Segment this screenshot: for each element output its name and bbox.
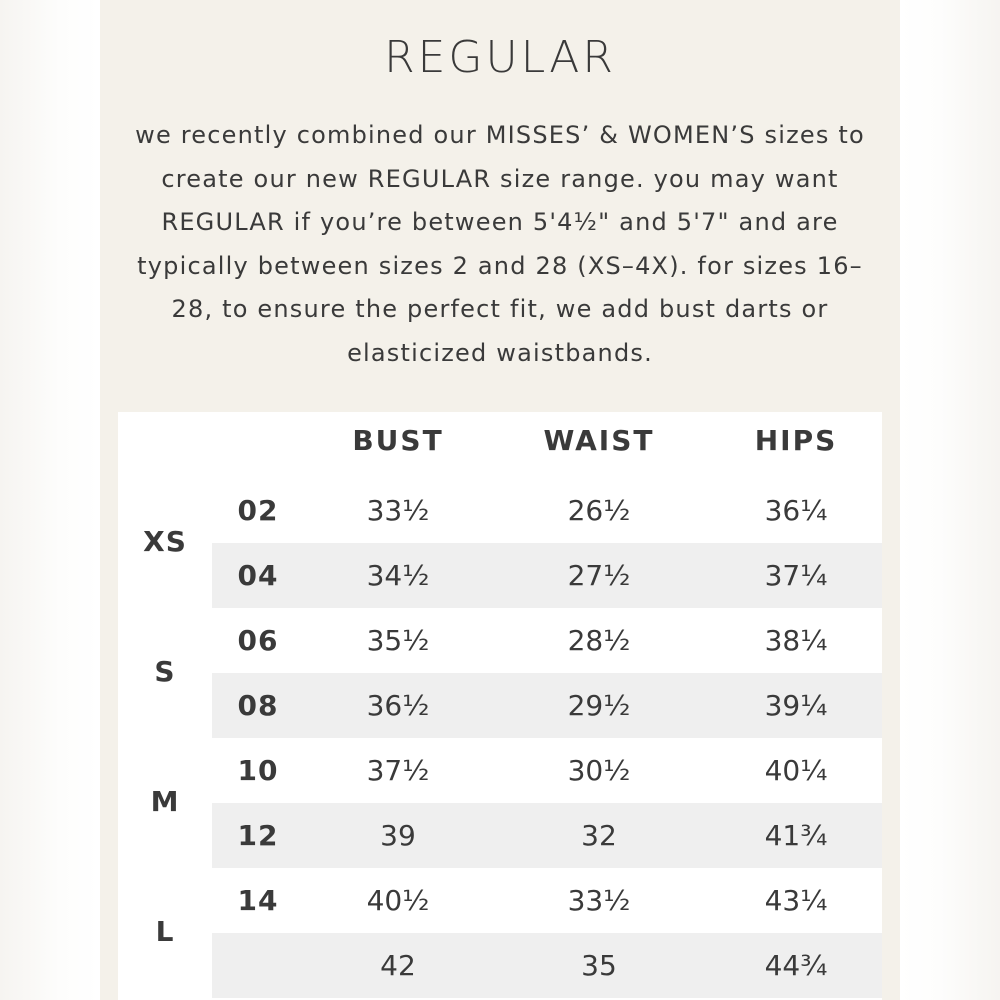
header-waist: WAIST bbox=[543, 424, 655, 457]
waist-cell: 28½ bbox=[567, 624, 631, 657]
bust-cell: 40½ bbox=[366, 884, 430, 917]
bust-cell: 36½ bbox=[366, 689, 430, 722]
size-cell: 02 bbox=[237, 494, 279, 527]
table-row bbox=[212, 933, 882, 998]
waist-cell: 30½ bbox=[567, 754, 631, 787]
size-description bbox=[108, 114, 892, 375]
hips-cell: 36¼ bbox=[764, 494, 828, 527]
description-line: REGULAR if you’re between 5'4½" and 5'7" and are bbox=[161, 208, 839, 236]
description-line: typically between sizes 2 and 28 (XS–4X). for sizes 16– bbox=[137, 251, 863, 280]
size-group-label: L bbox=[155, 915, 175, 948]
description-line: elasticized waistbands. bbox=[347, 338, 653, 367]
bust-cell: 42 bbox=[380, 949, 416, 982]
bust-cell: 35½ bbox=[366, 624, 430, 657]
header-bust: BUST bbox=[352, 424, 444, 457]
size-group-label: M bbox=[150, 785, 180, 818]
bust-cell: 39 bbox=[380, 819, 416, 852]
size-cell bbox=[212, 933, 304, 998]
description-line: create our new REGULAR size range. you may want bbox=[161, 164, 839, 193]
size-cell: 10 bbox=[237, 754, 279, 787]
size-cell: 08 bbox=[237, 689, 279, 722]
header-hips: HIPS bbox=[754, 424, 838, 457]
table-row bbox=[212, 803, 882, 868]
waist-cell: 35 bbox=[581, 949, 617, 982]
description-line: we recently combined our MISSES’ & WOMEN’S sizes to bbox=[135, 121, 865, 149]
hips-cell: 39¼ bbox=[764, 689, 828, 722]
size-cell: 12 bbox=[237, 819, 279, 852]
size-group-label: XS bbox=[143, 525, 187, 558]
table-row bbox=[212, 543, 882, 608]
size-cell: 06 bbox=[237, 624, 279, 657]
size-cell: 04 bbox=[237, 559, 279, 592]
hips-cell: 40¼ bbox=[764, 754, 828, 787]
bust-cell: 33½ bbox=[366, 494, 430, 527]
table-row bbox=[212, 738, 882, 803]
page-title: REGULAR bbox=[384, 32, 616, 83]
table-row bbox=[212, 673, 882, 738]
hips-cell: 37¼ bbox=[764, 559, 828, 592]
hips-cell: 38¼ bbox=[764, 624, 828, 657]
waist-cell: 33½ bbox=[567, 884, 631, 917]
waist-cell: 27½ bbox=[567, 559, 631, 592]
waist-cell: 32 bbox=[581, 819, 617, 852]
description-line: 28, to ensure the perfect fit, we add bust darts or bbox=[171, 295, 829, 323]
size-group-label: S bbox=[154, 655, 176, 688]
hips-cell: 44¾ bbox=[764, 949, 828, 982]
bust-cell: 37½ bbox=[366, 754, 430, 787]
table-row bbox=[212, 608, 882, 673]
table-row bbox=[212, 478, 882, 543]
bust-cell: 34½ bbox=[366, 559, 430, 592]
waist-cell: 26½ bbox=[567, 494, 631, 527]
size-cell: 14 bbox=[237, 884, 279, 917]
table-row bbox=[212, 868, 882, 933]
hips-cell: 43¼ bbox=[764, 884, 828, 917]
waist-cell: 29½ bbox=[567, 689, 631, 722]
hips-cell: 41¾ bbox=[764, 819, 828, 852]
